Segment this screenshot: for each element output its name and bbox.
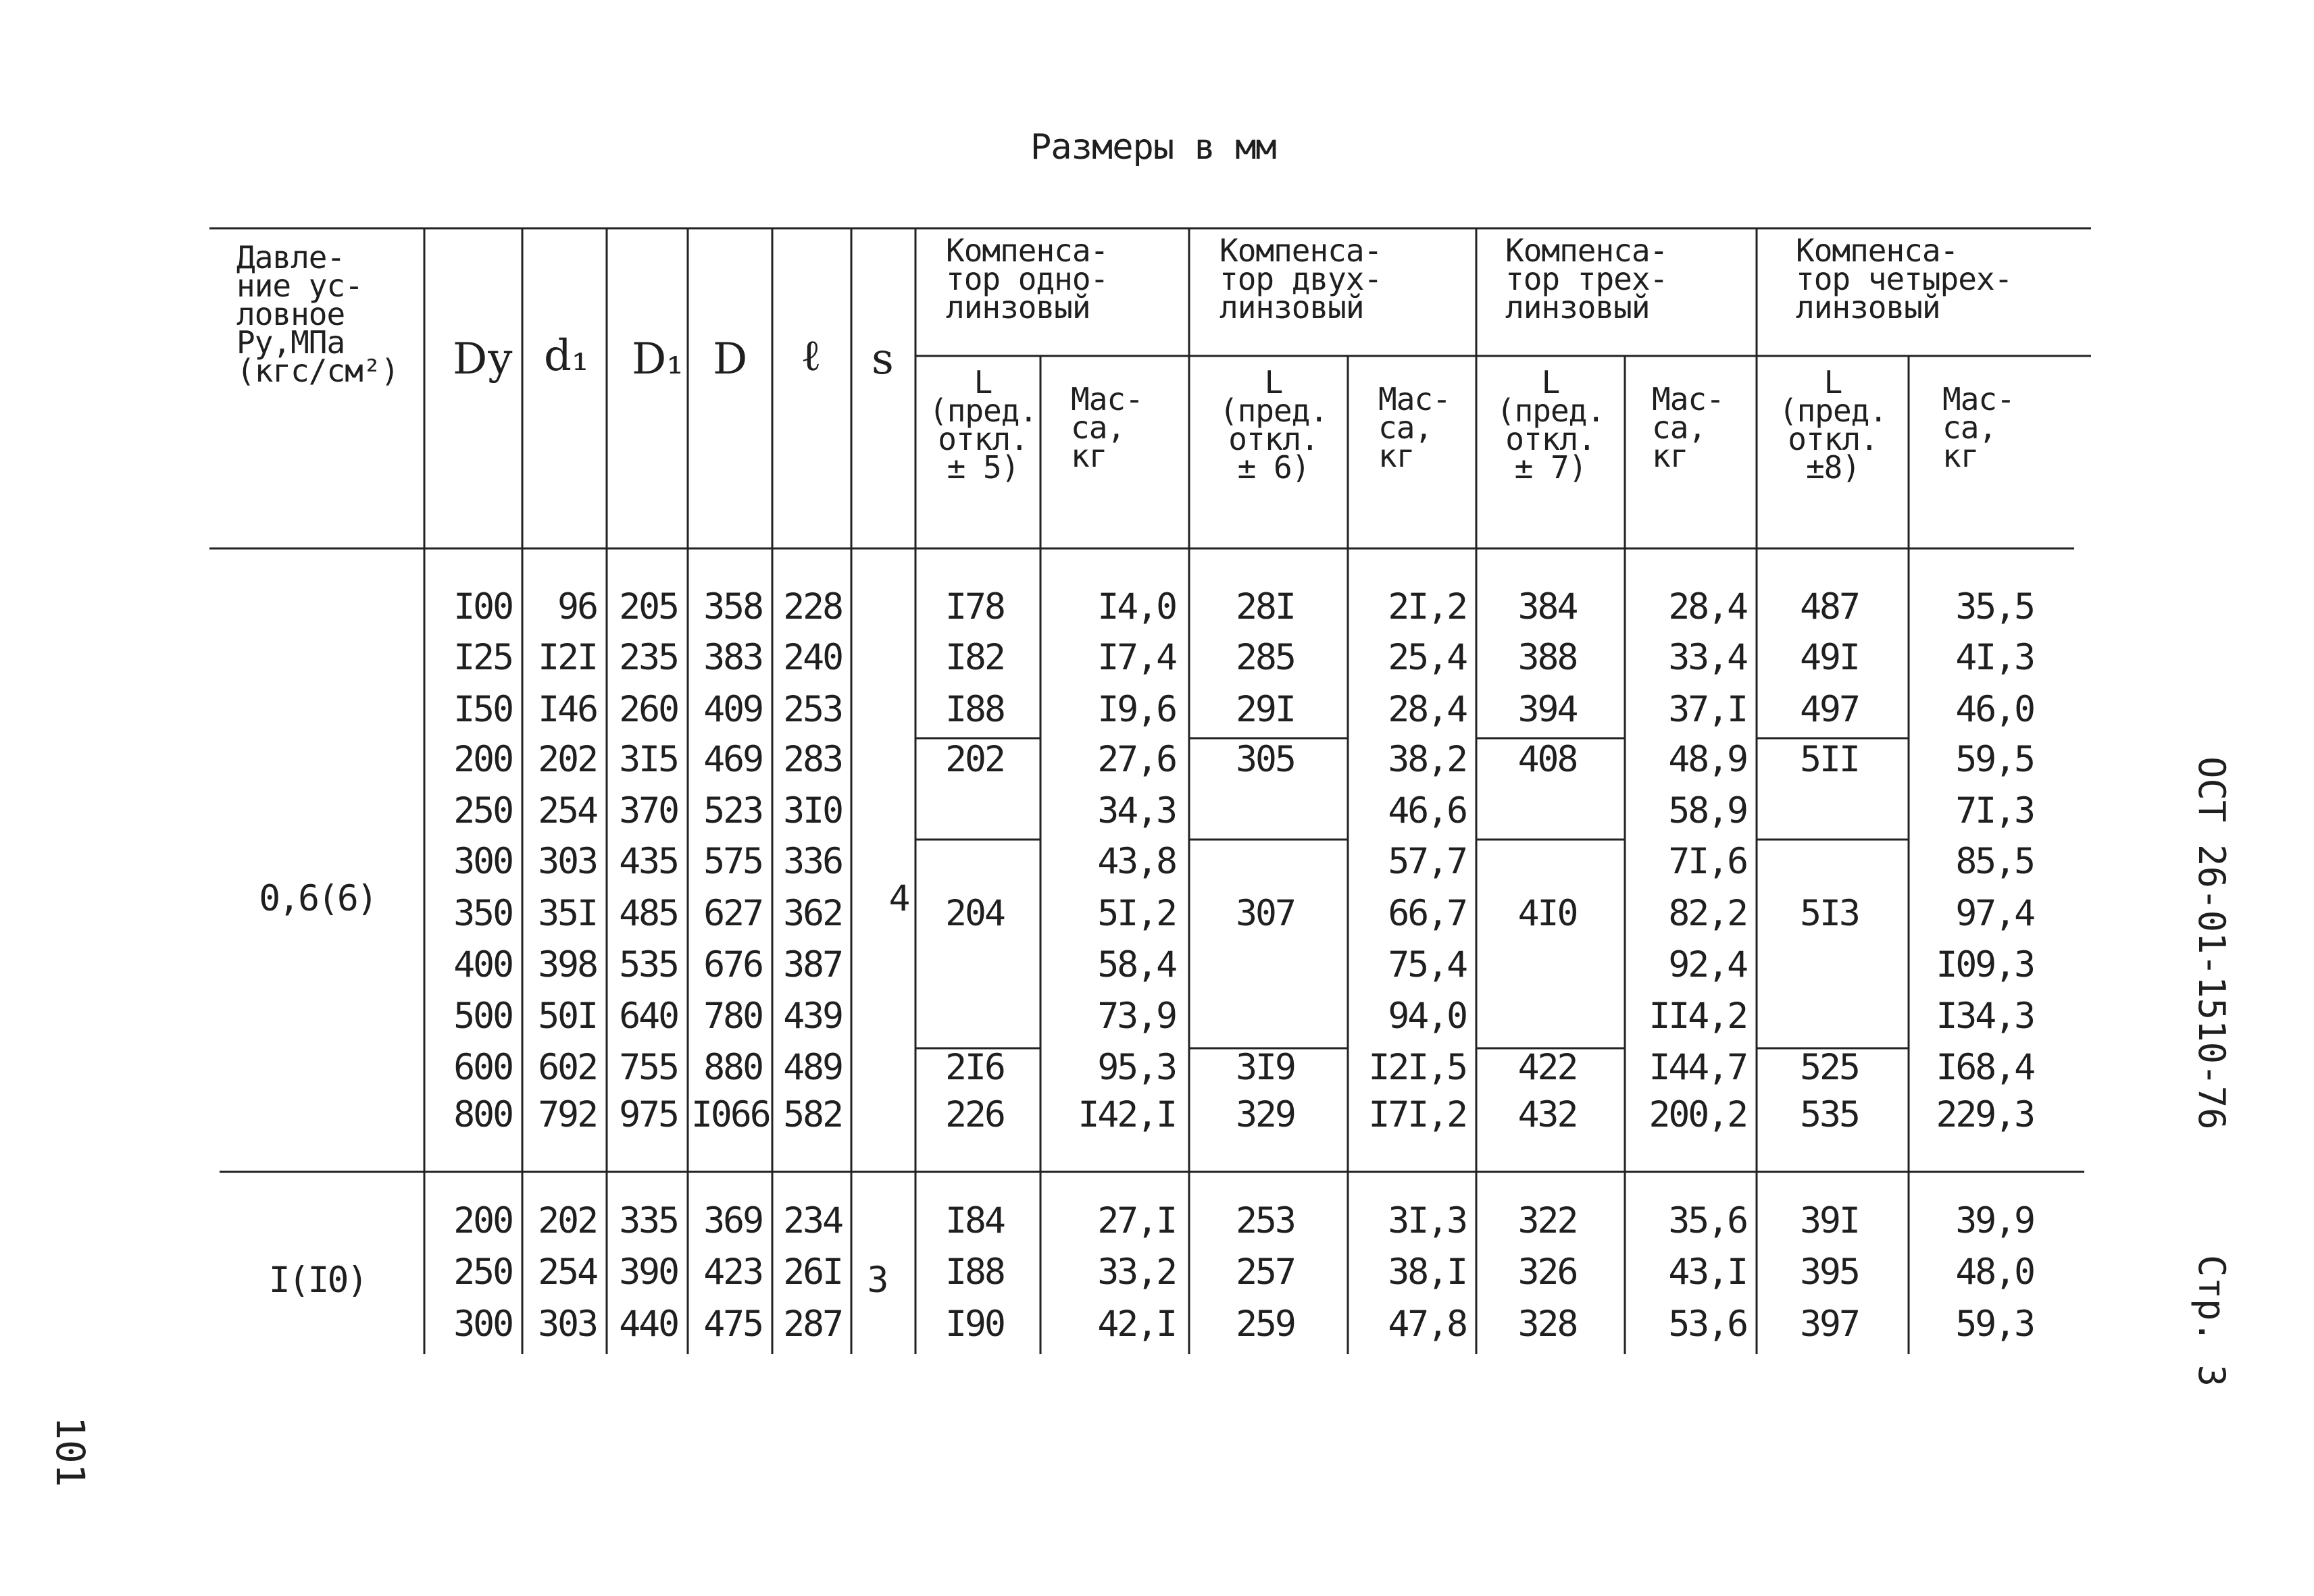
cell-L4: 397	[1800, 1304, 1859, 1345]
cell-m2: 66,7	[1388, 893, 1466, 934]
cell-Dy: 250	[453, 1252, 512, 1293]
cell-D: 780	[703, 996, 762, 1037]
cell-L1: I78	[945, 586, 1004, 627]
cell-m1: 42,I	[1097, 1304, 1176, 1345]
cell-L3: 432	[1517, 1094, 1577, 1135]
cell-l: 234	[783, 1200, 842, 1241]
cell-L2: 305	[1236, 739, 1294, 780]
cell-D: 575	[703, 841, 762, 882]
cell-m2: 57,7	[1388, 841, 1466, 882]
section1-s: 4	[888, 878, 909, 919]
header-D: D	[713, 334, 748, 384]
cell-L1: 204	[945, 893, 1004, 934]
cell-L3: 322	[1517, 1200, 1577, 1241]
cell-m2: 3I,3	[1388, 1200, 1466, 1241]
cell-m3: 28,4	[1668, 586, 1746, 627]
cell-L2: 285	[1236, 637, 1294, 678]
cell-D1: 370	[619, 790, 678, 831]
group1-mass-header: Мас- са, кг	[1071, 381, 1143, 474]
cell-l: 240	[783, 637, 842, 678]
cell-D: 409	[703, 689, 762, 730]
cell-m2: 28,4	[1388, 689, 1466, 730]
cell-L4: 525	[1800, 1047, 1859, 1088]
cell-L1: I84	[945, 1200, 1004, 1241]
cell-d1: 202	[538, 739, 597, 780]
cell-L2: 307	[1236, 893, 1294, 934]
header-D1: D₁	[632, 334, 684, 384]
cell-m1: 27,I	[1097, 1200, 1176, 1241]
cell-L1: I88	[945, 689, 1004, 730]
cell-D: 423	[703, 1252, 762, 1293]
cell-L2: 257	[1236, 1252, 1294, 1293]
cell-D: 676	[703, 944, 762, 985]
group2-L-header: L (пред. откл. ± 6)	[1219, 364, 1328, 486]
header-l: ℓ	[801, 331, 822, 381]
cell-D: 469	[703, 739, 762, 780]
cell-D: 383	[703, 637, 762, 678]
cell-m3: II4,2	[1649, 996, 1746, 1037]
cell-l: 253	[783, 689, 842, 730]
cell-L2: 259	[1236, 1304, 1294, 1345]
cell-m2: 25,4	[1388, 637, 1466, 678]
cell-D1: 435	[619, 841, 678, 882]
group1-title: Компенса- тор одно- линзовый	[946, 232, 1109, 326]
caption: Размеры в мм	[1030, 127, 1276, 168]
page-number: 101	[47, 1416, 93, 1487]
cell-m2: I7I,2	[1368, 1094, 1466, 1135]
cell-L2: 3I9	[1236, 1047, 1294, 1088]
group4-L-header: L (пред. откл. ±8)	[1778, 364, 1888, 486]
header-dy: Dу	[453, 334, 513, 384]
cell-m1: I7,4	[1097, 637, 1176, 678]
section2-s: 3	[867, 1260, 887, 1301]
cell-m4: I34,3	[1936, 996, 2034, 1037]
cell-m2: 46,6	[1388, 790, 1466, 831]
cell-l: 439	[783, 996, 842, 1037]
cell-m4: 39,9	[1955, 1200, 2034, 1241]
cell-m4: 4I,3	[1955, 637, 2034, 678]
cell-m3: 7I,6	[1668, 841, 1746, 882]
cell-l: 287	[783, 1304, 842, 1345]
cell-Dy: I25	[453, 637, 512, 678]
cell-L1: 226	[945, 1094, 1004, 1135]
cell-m3: 48,9	[1668, 739, 1746, 780]
cell-m1: 27,6	[1097, 739, 1176, 780]
cell-D1: 535	[619, 944, 678, 985]
cell-m4: 35,5	[1955, 586, 2034, 627]
cell-m1: I42,I	[1078, 1094, 1176, 1135]
cell-l: 228	[783, 586, 842, 627]
cell-d1: I46	[538, 689, 597, 730]
cell-d1: I2I	[538, 637, 597, 678]
cell-d1: 35I	[538, 893, 597, 934]
cell-m2: 47,8	[1388, 1304, 1466, 1345]
cell-D1: 640	[619, 996, 678, 1037]
cell-Dy: 800	[453, 1094, 512, 1135]
cell-d1: 602	[538, 1047, 597, 1088]
cell-m3: 37,I	[1668, 689, 1746, 730]
cell-D1: 205	[619, 586, 678, 627]
cell-D1: 755	[619, 1047, 678, 1088]
document-code: ОСТ 26-01-1510-76	[2190, 756, 2233, 1130]
cell-L2: 29I	[1236, 689, 1294, 730]
cell-l: 582	[783, 1094, 842, 1135]
cell-l: 362	[783, 893, 842, 934]
cell-m3: 43,I	[1668, 1252, 1746, 1293]
cell-m2: 2I,2	[1388, 586, 1466, 627]
cell-L4: 39I	[1800, 1200, 1859, 1241]
cell-l: 283	[783, 739, 842, 780]
cell-L4: 5II	[1800, 739, 1859, 780]
cell-m3: 200,2	[1649, 1094, 1746, 1135]
cell-m4: 7I,3	[1955, 790, 2034, 831]
cell-m4: 229,3	[1936, 1094, 2034, 1135]
cell-m4: 46,0	[1955, 689, 2034, 730]
cell-m4: 59,3	[1955, 1304, 2034, 1345]
cell-L1: 2I6	[945, 1047, 1004, 1088]
cell-m1: I4,0	[1097, 586, 1176, 627]
cell-m2: 75,4	[1388, 944, 1466, 985]
cell-m3: I44,7	[1649, 1047, 1746, 1088]
group2-title: Компенса- тор двух- линзовый	[1219, 232, 1382, 326]
cell-L3: 384	[1517, 586, 1577, 627]
cell-L2: 253	[1236, 1200, 1294, 1241]
cell-D1: 975	[619, 1094, 678, 1135]
section2-pressure: I(I0)	[268, 1260, 367, 1301]
cell-Dy: 300	[453, 1304, 512, 1345]
cell-d1: 96	[557, 586, 597, 627]
cell-Dy: I00	[453, 586, 512, 627]
cell-m1: 73,9	[1097, 996, 1176, 1037]
cell-L4: 487	[1800, 586, 1859, 627]
cell-l: 3I0	[783, 790, 842, 831]
cell-L3: 422	[1517, 1047, 1577, 1088]
cell-D: 358	[703, 586, 762, 627]
cell-m1: 5I,2	[1097, 893, 1176, 934]
cell-Dy: 200	[453, 1200, 512, 1241]
cell-l: 336	[783, 841, 842, 882]
cell-D: 523	[703, 790, 762, 831]
cell-m2: I2I,5	[1368, 1047, 1466, 1088]
group1-L-header: L (пред. откл. ± 5)	[929, 364, 1038, 486]
header-pressure: Давле- ние ус- ловное Py,МПа (кгс/см²)	[236, 239, 399, 389]
cell-m3: 33,4	[1668, 637, 1746, 678]
cell-m3: 82,2	[1668, 893, 1746, 934]
cell-m1: 58,4	[1097, 944, 1176, 985]
cell-L4: 395	[1800, 1252, 1859, 1293]
cell-D: 880	[703, 1047, 762, 1088]
cell-m4: I09,3	[1936, 944, 2034, 985]
cell-d1: 303	[538, 1304, 597, 1345]
cell-m2: 38,2	[1388, 739, 1466, 780]
cell-m4: I68,4	[1936, 1047, 2034, 1088]
cell-Dy: 350	[453, 893, 512, 934]
group4-title: Компенса- тор четырех- линзовый	[1796, 232, 2013, 326]
group3-mass-header: Мас- са, кг	[1652, 381, 1724, 474]
cell-m1: I9,6	[1097, 689, 1176, 730]
cell-m4: 85,5	[1955, 841, 2034, 882]
cell-Dy: I50	[453, 689, 512, 730]
cell-D1: 335	[619, 1200, 678, 1241]
cell-D: 475	[703, 1304, 762, 1345]
cell-L4: 49I	[1800, 637, 1859, 678]
cell-d1: 202	[538, 1200, 597, 1241]
cell-L3: 4I0	[1517, 893, 1577, 934]
header-s: s	[872, 334, 894, 384]
cell-L4: 497	[1800, 689, 1859, 730]
cell-m3: 53,6	[1668, 1304, 1746, 1345]
cell-Dy: 200	[453, 739, 512, 780]
cell-m4: 48,0	[1955, 1252, 2034, 1293]
cell-m2: 94,0	[1388, 996, 1466, 1037]
section1-pressure: 0,6(6)	[259, 878, 376, 919]
group3-L-header: L (пред. откл. ± 7)	[1496, 364, 1605, 486]
cell-Dy: 500	[453, 996, 512, 1037]
cell-L3: 328	[1517, 1304, 1577, 1345]
cell-l: 489	[783, 1047, 842, 1088]
cell-D1: 235	[619, 637, 678, 678]
page-label: Стр. 3	[2190, 1255, 2233, 1387]
cell-d1: 792	[538, 1094, 597, 1135]
cell-Dy: 300	[453, 841, 512, 882]
cell-D1: 260	[619, 689, 678, 730]
cell-m3: 92,4	[1668, 944, 1746, 985]
cell-m1: 34,3	[1097, 790, 1176, 831]
cell-Dy: 600	[453, 1047, 512, 1088]
cell-Dy: 400	[453, 944, 512, 985]
cell-m3: 58,9	[1668, 790, 1746, 831]
cell-L2: 28I	[1236, 586, 1294, 627]
cell-l: 387	[783, 944, 842, 985]
cell-m1: 33,2	[1097, 1252, 1176, 1293]
cell-L1: 202	[945, 739, 1004, 780]
cell-D1: 485	[619, 893, 678, 934]
cell-Dy: 250	[453, 790, 512, 831]
cell-m1: 43,8	[1097, 841, 1176, 882]
cell-L2: 329	[1236, 1094, 1294, 1135]
cell-m4: 97,4	[1955, 893, 2034, 934]
cell-m2: 38,I	[1388, 1252, 1466, 1293]
cell-m4: 59,5	[1955, 739, 2034, 780]
cell-m3: 35,6	[1668, 1200, 1746, 1241]
cell-d1: 398	[538, 944, 597, 985]
cell-L4: 5I3	[1800, 893, 1859, 934]
cell-l: 26I	[783, 1252, 842, 1293]
cell-D1: 440	[619, 1304, 678, 1345]
cell-D: 627	[703, 893, 762, 934]
header-d1: d₁	[544, 331, 589, 381]
cell-D1: 390	[619, 1252, 678, 1293]
cell-L1: I90	[945, 1304, 1004, 1345]
cell-d1: 254	[538, 790, 597, 831]
cell-d1: 303	[538, 841, 597, 882]
cell-d1: 254	[538, 1252, 597, 1293]
cell-m1: 95,3	[1097, 1047, 1176, 1088]
cell-d1: 50I	[538, 996, 597, 1037]
cell-D: 369	[703, 1200, 762, 1241]
cell-L3: 326	[1517, 1252, 1577, 1293]
cell-L3: 394	[1517, 689, 1577, 730]
cell-L4: 535	[1800, 1094, 1859, 1135]
cell-L3: 388	[1517, 637, 1577, 678]
cell-L3: 408	[1517, 739, 1577, 780]
group4-mass-header: Мас- са, кг	[1942, 381, 2015, 474]
group3-title: Компенса- тор трех- линзовый	[1505, 232, 1668, 326]
cell-D1: 3I5	[619, 739, 678, 780]
cell-L1: I88	[945, 1252, 1004, 1293]
cell-L1: I82	[945, 637, 1004, 678]
cell-D: I066	[691, 1094, 770, 1135]
group2-mass-header: Мас- са, кг	[1378, 381, 1451, 474]
